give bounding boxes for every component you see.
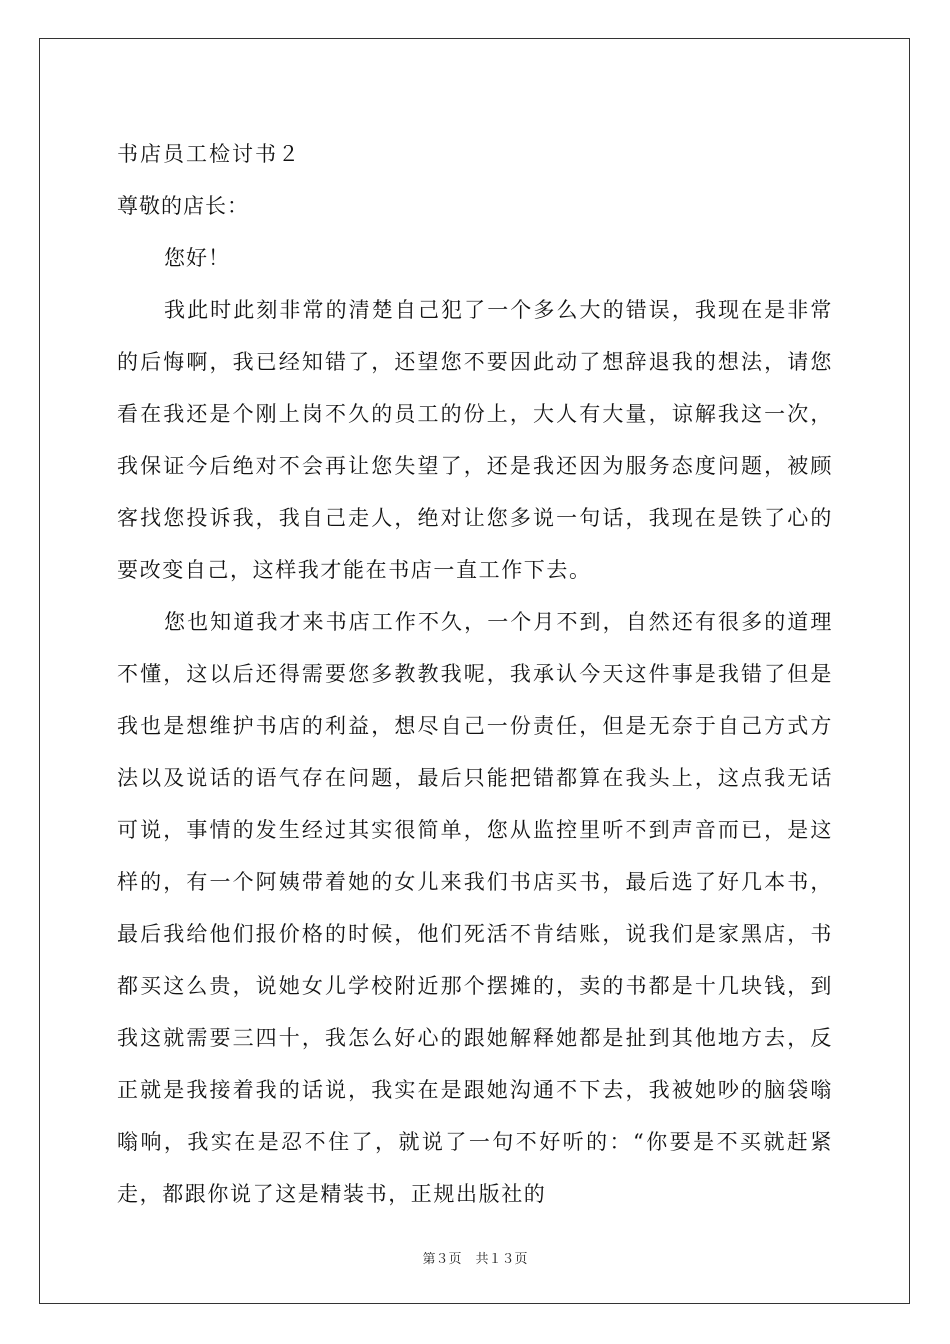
paragraph-2: 您也知道我才来书店工作不久，一个月不到，自然还有很多的道理不懂，这以后还得需要您多教教我呢，我承认今天这件事是我错了但是我也是想维护书店的利益，想尽自己一份责任，但是无奈于自己方式方法以及说话的语气存在问题，最后只能把错都算在我头上，这点我无话可说，事情的发生经过其实很简单，您从监控里听不到声音而已，是这样的，有一个阿姨带着她的女儿来我们书店买书，最后选了好几本书，最后我给他们报价格的时候，他们死活不肯结账，说我们是家黑店，书都买这么贵，说她女儿学校附近那个摆摊的，卖的书都是十几块钱，到我这就需要三四十，我怎么好心的跟她解释她都是扯到其他地方去，反正就是我接着我的话说，我实在是跟她沟通不下去，我被她吵的脑袋嗡嗡响，我实在是忍不住了，就说了一句不好听的：“你要是不买就赶紧走，都跟你说了这是精装书，正规出版社的 [117,610,833,1206]
document-body [117,128,833,1220]
document-title: 书店员工检讨书２ [117,142,301,166]
paragraph-1: 我此时此刻非常的清楚自己犯了一个多么大的错误，我现在是非常的后悔啊，我已经知错了，还望您不要因此动了想辞退我的想法，请您看在我还是个刚上岗不久的员工的份上，大人有大量，谅解我这一次，我保证今后绝对不会再让您失望了，还是我还因为服务态度问题，被顾客找您投诉我，我自己走人，绝对让您多说一句话，我现在是铁了心的要改变自己，这样我才能在书店一直工作下去。 [117,298,833,582]
greeting: 您好！ [164,246,230,270]
page-footer [0,1248,950,1267]
salutation: 尊敬的店长： [117,194,249,218]
page-total: 共１３页 [475,1252,528,1267]
page-number: 第３页 [422,1252,462,1267]
